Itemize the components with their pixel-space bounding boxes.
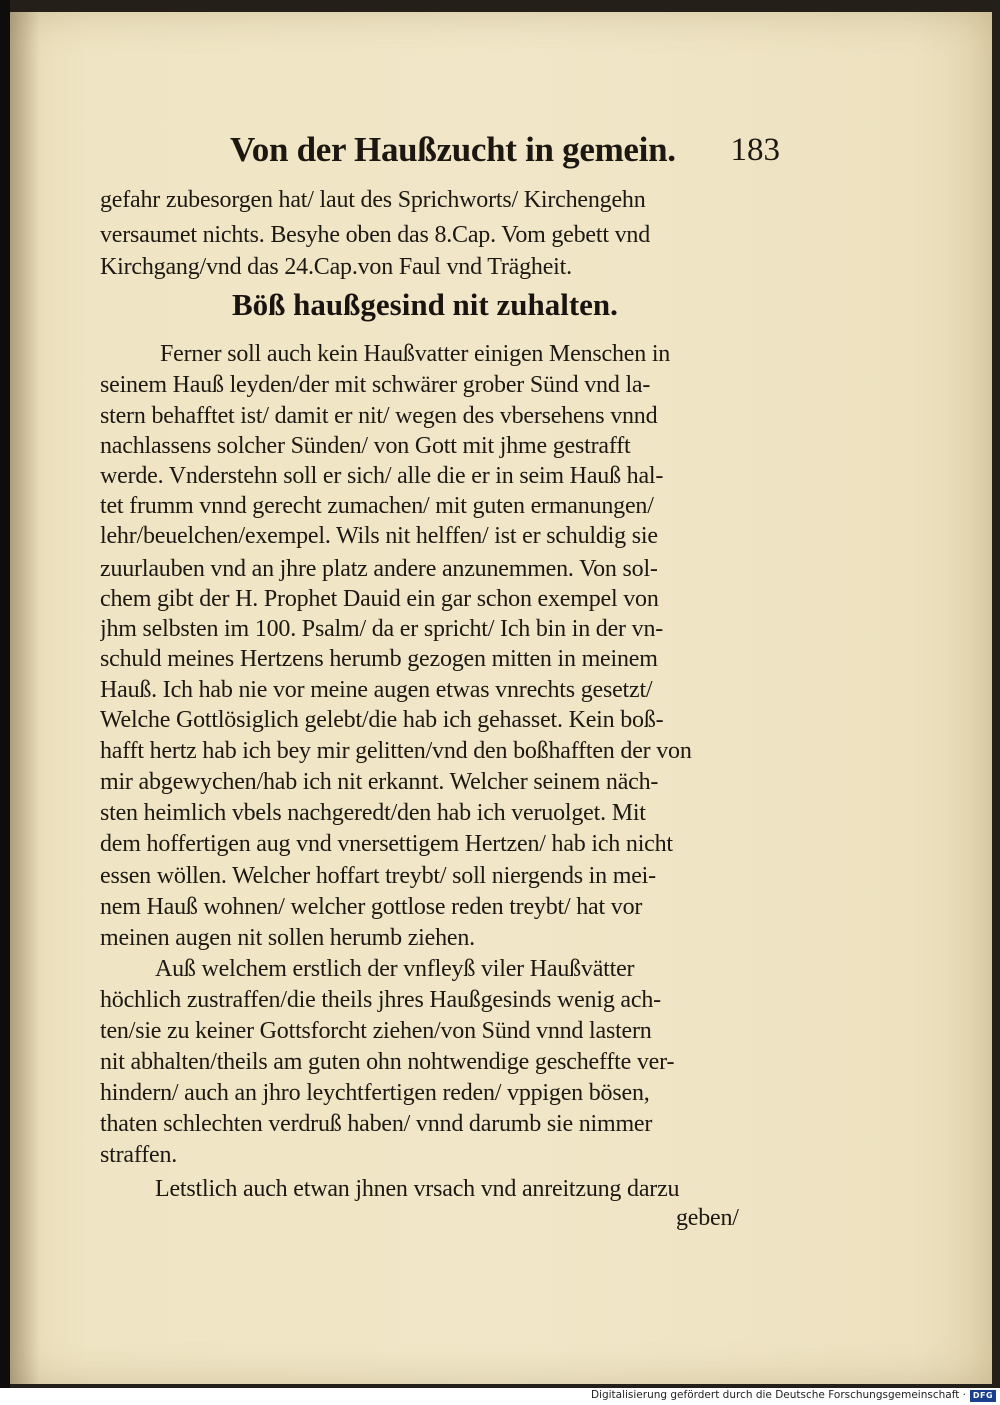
text-line: seinem Hauß leyden/der mit schwärer grober Sünd vnd la- <box>100 372 651 398</box>
text-line: mir abgewychen/hab ich nit erkannt. Welcher seinem näch- <box>100 769 659 795</box>
text-line: nem Hauß wohnen/ welcher gottlose reden treybt/ hat vor <box>100 894 643 920</box>
text-line: tet frumm vnnd gerecht zumachen/ mit guten ermanungen/ <box>100 493 654 519</box>
text-line: straffen. <box>100 1142 178 1168</box>
text-line: hindern/ auch an jhro leychtfertigen reden/ vppigen bösen, <box>100 1080 650 1106</box>
text-line: versaumet nichts. Besyhe oben das 8.Cap. Vom gebett vnd <box>100 222 651 248</box>
page-header <box>230 130 780 174</box>
text-line: Auß welchem erstlich der vnfleyß viler Haußvätter <box>155 956 635 982</box>
text-line: Welche Gottlösiglich gelebt/die hab ich gehasset. Kein boß- <box>100 707 664 733</box>
text-line: nachlassens solcher Sünden/ von Gott mit jhme gestrafft <box>100 433 631 459</box>
text-line: thaten schlechten verdruß haben/ vnnd darumb sie nimmer <box>100 1111 653 1137</box>
catchword: geben/ <box>676 1205 739 1231</box>
text-line: zuurlauben vnd an jhre platz andere anzunemmen. Von sol- <box>100 556 658 582</box>
book-edge <box>0 0 10 1388</box>
text-line: chem gibt der H. Prophet Dauid ein gar schon exempel von <box>100 586 659 612</box>
text-line: sten heimlich vbels nachgeredt/den hab ich veruolget. Mit <box>100 800 646 826</box>
text-line: Ferner soll auch kein Haußvatter einigen Menschen in <box>160 341 671 367</box>
text-line: Kirchgang/vnd das 24.Cap.von Faul vnd Trägheit. <box>100 254 572 280</box>
text-line: hafft hertz hab ich bey mir gelitten/vnd den boßhafften der von <box>100 738 692 764</box>
text-line: stern behafftet ist/ damit er nit/ wegen des vbersehens vnnd <box>100 403 658 429</box>
text-line: jhm selbsten im 100. Psalm/ da er spricht/ Ich bin in der vn- <box>100 616 664 642</box>
text-line: gefahr zubesorgen hat/ laut des Sprichworts/ Kirchengehn <box>100 187 646 213</box>
running-title: Von der Haußzucht in gemein. <box>230 130 676 169</box>
dfg-logo-icon: DFG <box>970 1390 996 1402</box>
page-number: 183 <box>730 132 780 168</box>
text-line: höchlich zustraffen/die theils jhres Haußgesinds wenig ach- <box>100 987 661 1013</box>
text-line: dem hoffertigen aug vnd vnersettigem Hertzen/ hab ich nicht <box>100 831 673 857</box>
text-line: lehr/beuelchen/exempel. Wils nit helffen/ ist er schuldig sie <box>100 523 658 549</box>
section-heading: Böß haußgesind nit zuhalten. <box>232 287 618 322</box>
text-line: Letstlich auch etwan jhnen vrsach vnd anreitzung darzu <box>155 1176 680 1202</box>
text-line: schuld meines Hertzens herumb gezogen mitten in meinem <box>100 646 658 672</box>
text-line: nit abhalten/theils am guten ohn nohtwendige gescheffte ver- <box>100 1049 675 1075</box>
text-line: essen wöllen. Welcher hoffart treybt/ soll niergends in mei- <box>100 863 656 889</box>
text-line: Hauß. Ich hab nie vor meine augen etwas vnrechts gesetzt/ <box>100 677 653 703</box>
funding-credit: Digitalisierung gefördert durch die Deutsche Forschungsgemeinschaft · <box>590 1389 966 1401</box>
page-shadow <box>10 12 40 1384</box>
text-line: meinen augen nit sollen herumb ziehen. <box>100 925 475 951</box>
text-line: werde. Vnderstehn soll er sich/ alle die er in seim Hauß hal- <box>100 463 664 489</box>
text-line: ten/sie zu keiner Gottsforcht ziehen/von Sünd vnnd lastern <box>100 1018 652 1044</box>
